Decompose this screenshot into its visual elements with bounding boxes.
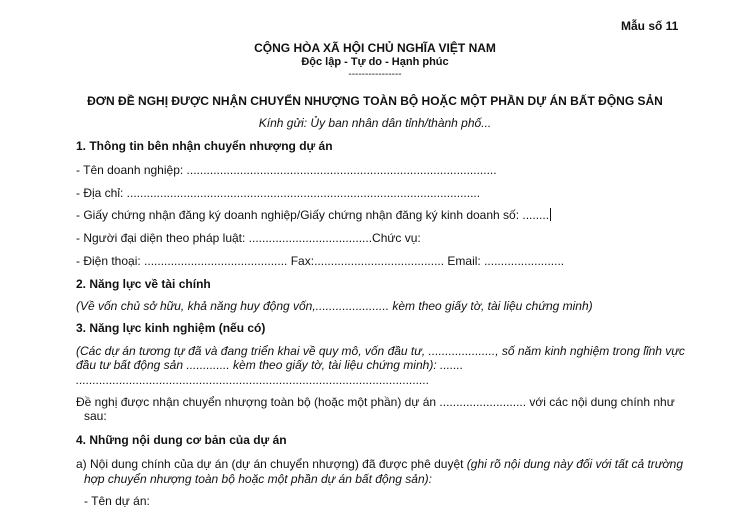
section-3-note-line3[interactable]: .......................................................................................................... <box>76 373 430 387</box>
section-3-note-line2[interactable]: đầu tư bất động sản ............. kèm theo giấy tờ, tài liệu chứng minh): ....... <box>76 358 464 372</box>
certificate-text: - Giấy chứng nhận đăng ký doanh nghiệp/Giấy chứng nhận đăng ký kinh doanh số: ........ <box>76 208 550 222</box>
form-number: Mẫu số 11 <box>621 19 679 33</box>
contact-field[interactable]: - Điện thoại: ........................................... Fax:....................................... Email: ........................ <box>76 254 565 268</box>
national-title: CỘNG HÒA XÃ HỘI CHỦ NGHĨA VIỆT NAM <box>254 41 496 55</box>
item-a-note: (ghi rõ nội dung này đối với tất cả trường <box>466 457 684 471</box>
project-name-field[interactable]: - Tên dự án: <box>84 494 150 508</box>
document-title: ĐƠN ĐỀ NGHỊ ĐƯỢC NHẬN CHUYỂN NHƯỢNG TOÀN BỘ HOẶC MỘT PHẦN DỰ ÁN BẤT ĐỘNG SẢN <box>87 94 663 108</box>
text-cursor <box>550 208 551 221</box>
section-4-heading: 4. Những nội dung cơ bản của dự án <box>76 433 287 447</box>
company-name-field[interactable]: - Tên doanh nghiệp: ............................................................................................. <box>76 163 497 177</box>
section-2-note[interactable]: (Về vốn chủ sở hữu, khả năng huy động vốn,...................... kèm theo giấy tờ, tài liệu chứng minh) <box>76 299 593 313</box>
section-3-note-line1[interactable]: (Các dự án tương tự đã và đang triển khai về quy mô, vốn đầu tư, ...................., số năm kinh nghiệm trong lĩnh vực <box>76 344 685 358</box>
item-a-line1 <box>76 457 683 471</box>
item-a-line2: hợp chuyển nhượng toàn bộ hoặc một phần dự án bất động sản): <box>84 472 432 486</box>
address-field[interactable]: - Địa chỉ: .......................................................................................................... <box>76 186 481 200</box>
section-3-heading: 3. Năng lực kinh nghiệm (nếu có) <box>76 321 266 335</box>
request-line1[interactable]: Đề nghị được nhận chuyển nhượng toàn bộ (hoặc một phần) dự án .......................... với các nội dung chính như <box>76 395 675 409</box>
item-a-text: a) Nội dung chính của dự án (dự án chuyển nhượng) đã được phê duyệt <box>76 457 467 471</box>
national-motto: Độc lập - Tự do - Hạnh phúc <box>301 56 449 68</box>
section-2-heading: 2. Năng lực về tài chính <box>76 277 211 291</box>
greeting-line: Kính gửi: Ủy ban nhân dân tỉnh/thành phố... <box>258 116 492 130</box>
section-1-heading: 1. Thông tin bên nhận chuyển nhượng dự án <box>76 139 333 153</box>
request-line2: sau: <box>84 409 107 423</box>
certificate-field[interactable] <box>76 208 551 222</box>
header-divider: ---------------- <box>348 69 402 80</box>
representative-field[interactable]: - Người đại diện theo pháp luật: .....................................Chức vụ: <box>76 231 421 245</box>
